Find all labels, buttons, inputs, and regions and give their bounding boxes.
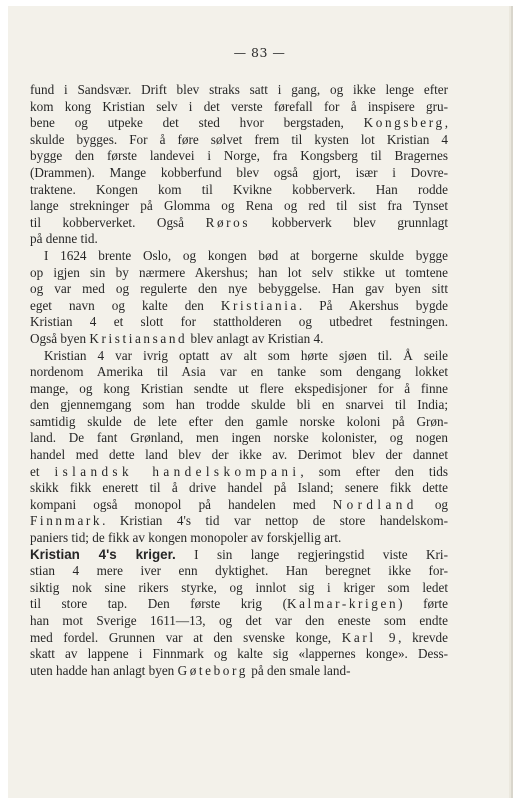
page-number: — 83 — — [233, 45, 286, 60]
text-run: op igjen sin by nærmere Akershus; han lot selv stikke ut tomtene — [30, 264, 448, 280]
text-run: mange, og kong Kristian sendte ut flere ekspedisjoner for å finne — [30, 380, 448, 396]
text-line — [30, 646, 448, 663]
text-line — [30, 165, 448, 182]
text-run: eget navn og kalte den — [30, 297, 221, 313]
text-run: , — [444, 115, 448, 131]
text-line — [30, 331, 448, 348]
text-run: blev anlagt av Kristian 4. — [187, 330, 324, 346]
text-run: stian 4 mere iver enn dyktighet. Han beregnet ikke for- — [30, 563, 448, 579]
text-run: kom kong Kristian selv i det verste førefall for å inspisere gru- — [30, 98, 448, 114]
text-line — [30, 298, 448, 315]
text-line — [30, 513, 448, 530]
text-line — [30, 99, 448, 116]
text-line — [30, 580, 448, 597]
text-line — [30, 231, 448, 248]
paragraph — [30, 547, 448, 680]
text-line — [30, 381, 448, 398]
text-line — [30, 414, 448, 431]
text-run: den gjennemgang som han trodde skulde bli en snarvei til India; — [30, 397, 448, 413]
text-line — [30, 198, 448, 215]
text-run: I 1624 brente Oslo, og kongen bød at borgerne skulde bygge — [44, 247, 448, 263]
text-run: . På Akershus bygde — [298, 297, 448, 313]
text-run: I sin lange regjeringstid viste Kri- — [175, 546, 448, 562]
text-run: (Drammen). Mange kobberfund blev også gjort, især i Dovre- — [30, 164, 448, 180]
text-run: bene og utpeke det sted hvor bergstaden, — [30, 115, 364, 131]
text-run: Røros — [205, 214, 251, 230]
text-run: og var med og regulerte den nye bebyggelse. Han gav byen sitt — [30, 281, 448, 297]
text-run: et — [30, 463, 55, 479]
text-run: kobberverk blev grunnlagt — [250, 214, 448, 230]
text-line — [30, 530, 448, 547]
text-run: paniers tid; de fikk av kongen monopoler av forskjellig art. — [30, 530, 342, 546]
text-run: islandsk handelskompani — [54, 463, 301, 479]
text-line — [30, 314, 448, 331]
text-run: land. De fant Grønland, men ingen norske kolonister, og nogen — [30, 430, 448, 446]
text-run: nordenom Amerika til Asia var en tanke som dengang lokket — [30, 364, 448, 380]
text-line — [30, 364, 448, 381]
text-line — [30, 265, 448, 282]
text-run: handel med dette land blev der ikke av. Derimot blev der dannet — [30, 447, 448, 463]
text-run: bygge den første landevei i Norge, fra Kongsberg til Bragernes — [30, 148, 448, 164]
text-run: Kristiania — [220, 297, 299, 313]
text-line — [30, 663, 448, 680]
text-line — [30, 248, 448, 265]
body-text — [30, 82, 448, 679]
text-run: . Kristian 4's tid var nettop de store handelskom- — [102, 513, 448, 529]
text-run: , krevde — [398, 629, 448, 645]
text-run: traktene. Kongen kom til Kvikne kobberverk. Han rodde — [30, 181, 448, 197]
text-run: på den smale land- — [247, 662, 351, 678]
text-run: Kalmar-krigen — [286, 596, 399, 612]
text-run: Karl 9 — [341, 629, 399, 645]
text-line — [30, 430, 448, 447]
text-line — [30, 215, 448, 232]
paragraph — [30, 248, 448, 348]
text-line — [30, 547, 448, 564]
text-run: fund i Sandsvær. Drift blev straks satt i gang, og ikke lenge efter — [30, 82, 448, 97]
text-line — [30, 281, 448, 298]
text-run: Kristian 4 et slott for stattholderen og utbedret festningen. — [30, 314, 448, 330]
paragraph — [30, 82, 448, 248]
text-run: , som efter den tids — [300, 463, 448, 479]
text-line — [30, 613, 448, 630]
text-run: Kristiansand — [89, 330, 188, 346]
text-line — [30, 596, 448, 613]
text-run: Kongsberg — [363, 115, 445, 131]
text-line — [30, 464, 448, 481]
text-line — [30, 115, 448, 132]
text-run: Gøteborg — [177, 662, 248, 678]
text-run: med fordel. Grunnen var at den svenske konge, — [30, 629, 342, 645]
text-run: lange strekninger på Glomma og Rena og red til sist fra Tynset — [30, 198, 448, 214]
text-run: skatt av lappene i Finnmark og kalte sig «lappernes konge». Dess- — [30, 646, 448, 662]
text-line — [30, 82, 448, 99]
text-line — [30, 480, 448, 497]
text-line — [30, 148, 448, 165]
text-run: til store tap. Den første krig ( — [30, 596, 287, 612]
text-line — [30, 630, 448, 647]
text-line — [30, 182, 448, 199]
text-run: og — [417, 496, 449, 512]
text-run: skikk fikk enerett til å drive handel på Island; senere fikk dette — [30, 480, 448, 496]
text-run: uten hadde han anlagt byen — [30, 662, 178, 678]
text-line — [30, 497, 448, 514]
text-run: han mot Sverige 1611—13, og det var den eneste som endte — [30, 613, 448, 628]
paragraph — [30, 348, 448, 547]
text-run: Kristian 4 var ivrig optatt av alt som hørte sjøen til. Å seile — [44, 347, 448, 363]
text-run: siktig nok sine rikers styrke, og innlot sig i kriger som ledet — [30, 579, 448, 595]
text-line — [30, 563, 448, 580]
text-line — [30, 348, 448, 365]
text-run: skulde bygges. For å føre sølvet frem til kysten lot Kristian 4 — [30, 131, 448, 147]
text-run: Finnmark — [30, 513, 103, 529]
text-line — [30, 397, 448, 414]
text-run: kompani også monopol på handelen med — [30, 496, 333, 512]
text-run: Nordland — [332, 496, 418, 512]
text-run: Også byen — [30, 330, 90, 346]
section-heading: Kristian 4's kriger. — [30, 546, 176, 562]
text-run: på denne tid. — [30, 231, 98, 247]
book-page — [8, 6, 513, 798]
text-run: til kobberverket. Også — [30, 214, 206, 230]
text-run: ) førte — [398, 596, 448, 612]
text-line — [30, 447, 448, 464]
text-line — [30, 132, 448, 149]
text-run: samtidig skulde de lete efter den gamle norske koloni på Grøn- — [30, 413, 448, 429]
